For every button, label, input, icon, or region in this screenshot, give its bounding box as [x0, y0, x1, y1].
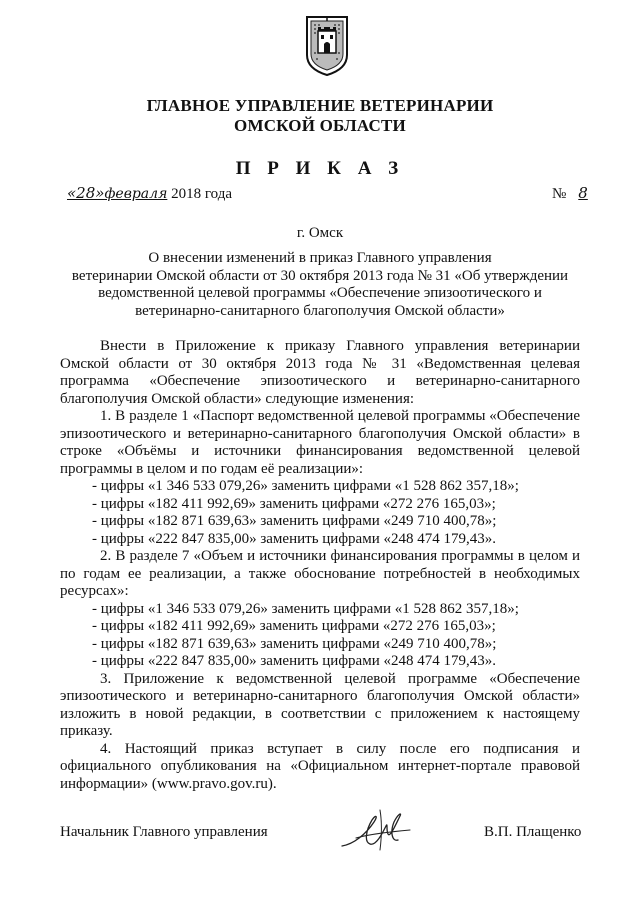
item-1: 1. В разделе 1 «Паспорт ведомственной целевой программы «Обеспечение эпизоотического и ветеринарно-санитарного благополучия Омской области» в строке «Объёмы и источники финансирования ведомственной целевой программы в целом и по годам её реализации»: — [60, 408, 580, 477]
date-day: «28» — [67, 184, 105, 202]
order-number-label: № — [552, 186, 567, 202]
subject-line: ведомственной целевой программы «Обеспечение эпизоотического и — [98, 285, 542, 301]
item-4: 4. Настоящий приказ вступает в силу после его подписания и официального опубликования на «Официальном интернет-портале правовой информации» (www.pravo.gov.ru). — [60, 740, 580, 792]
signer-name: В.П. Плащенко — [484, 824, 582, 840]
item-1-list-entry: - цифры «1 346 533 079,26» заменить цифрами «1 528 862 357,18»; — [92, 478, 519, 494]
org-name-line2: ОМСКОЙ ОБЛАСТИ — [234, 116, 406, 135]
city: г. Омск — [296, 225, 344, 241]
date-month: февраля — [104, 186, 168, 202]
item-3: 3. Приложение к ведомственной целевой программе «Обеспечение эпизоотического и ветеринарно-санитарного благополучия Омской области» изложить в новой редакции, в соответствии с приложением к настоящему приказу. — [60, 670, 580, 739]
date-year: 2018 года — [171, 186, 232, 202]
item-1-list-entry: - цифры «182 411 992,69» заменить цифрами «272 276 165,03»; — [92, 495, 496, 512]
item-1-list-entry: - цифры «222 847 835,00» заменить цифрами «248 474 179,43». — [92, 530, 496, 547]
signature-icon — [336, 804, 416, 854]
item-2-list-entry: - цифры «222 847 835,00» заменить цифрами «248 474 179,43». — [92, 653, 496, 669]
order-subject — [60, 250, 580, 320]
item-2-list-entry: - цифры «182 871 639,63» заменить цифрами «249 710 400,78»; — [92, 635, 497, 652]
item-2-list-entry: - цифры «1 346 533 079,26» заменить цифрами «1 528 862 357,18»; — [92, 600, 519, 617]
coat-of-arms-icon — [303, 13, 351, 77]
order-date — [67, 184, 232, 203]
intro-paragraph: Внести в Приложение к приказу Главного управления ветеринарии Омской области от 30 октября 2013 года № 31 «Ведомственная целевая программа «Обеспечение эпизоотического и ветеринарно-санитарного благополучия Омской области» следующие изменения: — [60, 338, 580, 407]
subject-line: О внесении изменений в приказ Главного управления — [148, 250, 492, 266]
order-body — [60, 338, 580, 793]
subject-line: ветеринарно-санитарного благополучия Омской области» — [135, 302, 505, 319]
org-name-line1: ГЛАВНОЕ УПРАВЛЕНИЕ ВЕТЕРИНАРИИ — [146, 96, 494, 115]
signer-role: Начальник Главного управления — [60, 824, 268, 840]
item-2-list-entry: - цифры «182 411 992,69» заменить цифрами «272 276 165,03»; — [92, 618, 496, 634]
item-1-list-entry: - цифры «182 871 639,63» заменить цифрами «249 710 400,78»; — [92, 513, 497, 529]
order-number — [552, 184, 596, 203]
item-2: 2. В разделе 7 «Объем и источники финансирования программы в целом и по годам ее реализации, а также обоснование потребностей в необходимых ресурсах»: — [60, 548, 580, 599]
order-number-value: 8 — [578, 184, 588, 202]
document-title: П Р И К А З — [235, 158, 405, 179]
subject-line: ветеринарии Омской области от 30 октября 2013 года № 31 «Об утверждении — [71, 267, 569, 284]
